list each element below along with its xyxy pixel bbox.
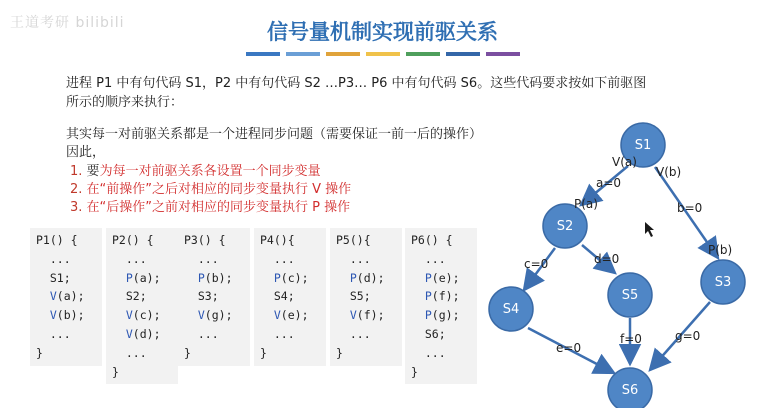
code-line: } xyxy=(336,345,343,360)
code-line: P6() { xyxy=(411,233,453,247)
code-line: ... xyxy=(336,326,371,341)
code-line: V(d); xyxy=(125,326,161,341)
step-item xyxy=(70,199,351,217)
code-line: ... xyxy=(336,251,371,266)
code-block-p4 xyxy=(254,228,326,366)
edge-label-g0: g=0 xyxy=(675,329,701,343)
edge-label-f0: f=0 xyxy=(620,332,642,346)
code-line: ... xyxy=(184,251,219,266)
code-line: V(b); xyxy=(49,308,85,323)
edge-label-va: V(a) xyxy=(612,155,637,169)
code-line: ... xyxy=(411,251,446,266)
code-line: P5(){ xyxy=(336,233,371,247)
step-item xyxy=(70,163,351,181)
code-line: V(a); xyxy=(49,289,85,304)
code-line: ... xyxy=(411,345,446,360)
code-block-p5 xyxy=(330,228,402,366)
step-text: 在“前操作”之后对相应的同步变量执行 V 操作 xyxy=(86,182,352,197)
code-block-p2 xyxy=(106,228,178,384)
code-line: V(g); xyxy=(197,308,233,323)
code-line: ... xyxy=(260,326,295,341)
code-line: P(c); xyxy=(273,270,309,285)
color-segment xyxy=(246,52,280,56)
code-line: ... xyxy=(184,326,219,341)
mouse-cursor-icon xyxy=(645,222,654,237)
code-line: P(e); xyxy=(424,270,460,285)
code-line: P4(){ xyxy=(260,233,295,247)
code-line: V(c); xyxy=(125,308,161,323)
code-line: S1; xyxy=(36,270,71,285)
edge-label-pb: P(b) xyxy=(708,243,733,257)
code-line: } xyxy=(36,345,43,360)
intro-paragraph: 进程 P1 中有句代码 S1，P2 中有句代码 S2 …P3… P6 中有句代码 S6。这些代码要求按如下前驱图所示的顺序来执行： xyxy=(66,76,647,110)
edge-label-pa: P(a) xyxy=(574,197,598,211)
node-label: S3 xyxy=(714,275,732,290)
code-line: } xyxy=(411,364,418,379)
code-line: S6; xyxy=(411,326,446,341)
edge-label-d0: d=0 xyxy=(594,252,620,266)
step-number: 2. xyxy=(70,182,83,197)
edge-label-c0: c=0 xyxy=(524,257,549,271)
color-segment xyxy=(366,52,400,56)
note-line: 因此， xyxy=(66,145,106,160)
edge-label-e0: e=0 xyxy=(556,341,582,355)
code-line: P(d); xyxy=(349,270,385,285)
color-segment xyxy=(326,52,360,56)
edge-label-b0: b=0 xyxy=(677,201,703,215)
title-color-bar xyxy=(246,52,520,56)
step-text: 在“后操作”之前对相应的同步变量执行 P 操作 xyxy=(86,200,351,215)
code-line: ... xyxy=(36,326,71,341)
color-segment xyxy=(286,52,320,56)
code-line: P1() { xyxy=(36,233,78,247)
watermark: 王道考研 bilibili xyxy=(10,15,125,31)
code-line: P2() { xyxy=(112,233,154,247)
code-line: ... xyxy=(112,345,147,360)
code-line: ... xyxy=(112,251,147,266)
code-line: V(f); xyxy=(349,308,385,323)
code-line: S2; xyxy=(112,289,147,304)
precedence-graph xyxy=(470,110,765,408)
edge-label-a0: a=0 xyxy=(596,176,622,190)
code-line: P(b); xyxy=(197,270,233,285)
code-block-p3 xyxy=(178,228,250,366)
color-segment xyxy=(446,52,480,56)
code-line: ... xyxy=(36,251,71,266)
step-text: 为每一对前驱关系各设置一个同步变量 xyxy=(99,164,321,179)
node-label: S2 xyxy=(556,219,574,234)
code-line: P(a); xyxy=(125,270,161,285)
code-line: } xyxy=(112,364,119,379)
code-line: S3; xyxy=(184,289,219,304)
code-line: S5; xyxy=(336,289,371,304)
edge-label-vb: V(b) xyxy=(656,165,682,179)
node-label: S4 xyxy=(502,302,520,317)
code-block-p1 xyxy=(30,228,102,366)
code-line: V(e); xyxy=(273,308,309,323)
step-number: 1. xyxy=(70,164,83,179)
steps-list xyxy=(70,163,351,217)
node-label: S6 xyxy=(621,383,639,398)
note-line: 其实每一对前驱关系都是一个进程同步问题（需要保证一前一后的操作） xyxy=(66,127,483,142)
slide-title: 信号量机制实现前驱关系 xyxy=(267,20,498,44)
step-number: 3. xyxy=(70,200,83,215)
step-item xyxy=(70,181,351,199)
color-segment xyxy=(486,52,520,56)
step-prefix: 要 xyxy=(86,164,100,179)
code-line: S4; xyxy=(260,289,295,304)
code-line: P(g); xyxy=(424,308,460,323)
code-line: P(f); xyxy=(424,289,460,304)
node-label: S1 xyxy=(634,138,652,153)
code-line: P3() { xyxy=(184,233,226,247)
node-label: S5 xyxy=(621,288,639,303)
code-line: ... xyxy=(260,251,295,266)
code-line: } xyxy=(184,345,191,360)
color-segment xyxy=(406,52,440,56)
code-block-p6 xyxy=(405,228,477,384)
code-line: } xyxy=(260,345,267,360)
